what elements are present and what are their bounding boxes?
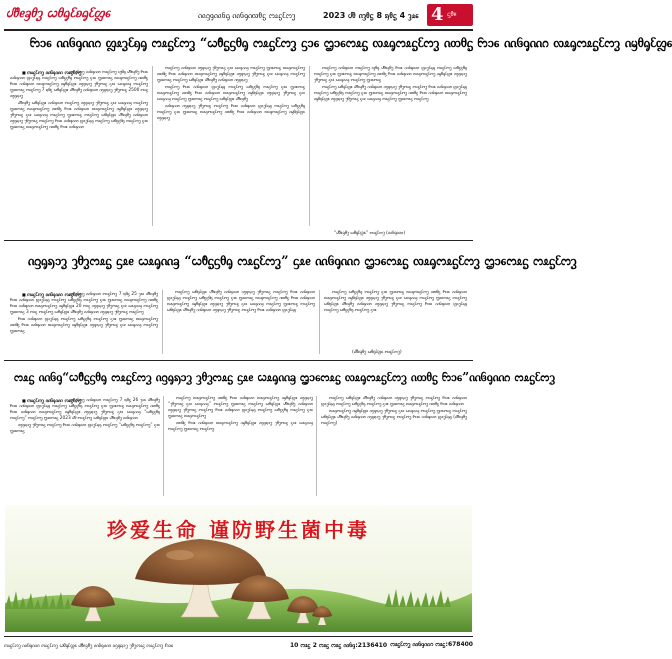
article3-paragraph: ᦂᦸᧃᦷᦂᧆ ᦶᦑᧁᦶᦅ ᦂᦸᧃᦷᦂᧆ 7 ᦣᦲᧃ 26 ᦡᦸᧈ ᦔᦹᧉᦃᦲᧆ ᦝᦱᧈ ᦶᦑᧁᦶᦅ ᦜᦸᧆᦷᦏᧂ ᦂᦸᧃᦷᦂᧆ ᦍᦹᧃᦓᦲᧂ ᦂᦸᧃᦷᦂᧆ ᦓᦱᧈ ᦗᦱᧈᦂᦸᧃ ᦟᦸᧂᦂᦸᧃᦷᦂᧆ ᦵᦎᦲᧃ ᦝᦱᧈ ᦶᦑᧁᦶᦅ ᦟᦸᧂᦂᦸᧃᦷᦂᧆ ᦵᦙᦲᧂᦷᦜᧈ ᦵᦋᧂᦣᦱᧆ ᦡᦲᧆᦂᦸᧃ ᦓᦸᧉ ᦍᦸᧂᦶᦃ “ᦍᦹᧃᦓᦲᧂ ᦂᦸᧃᦷᦂᧆ” ᦂᦸᧃᦷᦂᧆ ᦗᦱᧈᦂᦸᧃ 2023 ᦔᦲ ᦂᦸᧃᦷᦂᧆ ᦍᦲᧂᦷᦜᧈ ᦔᦹᧉᦃᦲᧆ ᦶᦑᧁᦶᦅ <box>10 398 160 421</box>
article1-paragraph: ᦂᦸᧃᦷᦂᧆ ᦝᦱᧈ ᦶᦑᧁᦶᦅ ᦜᦸᧆᦷᦏᧂ ᦂᦸᧃᦷᦂᧆ ᦍᦹᧃᦓᦲᧂ ᦂᦸᧃᦷᦂᧆ ᦓᦱᧈ ᦗᦱᧈᦂᦸᧃ ᦟᦸᧂᦂᦸᧃᦷᦂᧆ ᦵᦎᦲᧃ ᦝᦱᧈ ᦶᦑᧁᦶᦅ ᦟᦸᧂᦂᦸᧃᦷᦂᧆ ᦵᦙᦲᧂᦷᦜᧈ ᦵᦋᧂᦣᦱᧆ ᦡᦲᧆᦂᦸᧃ ᦓᦸᧉ ᦍᦸᧂᦶᦃ ᦂᦸᧃᦷᦂᧆ ᦗᦱᧈᦂᦸᧃ ᦂᦸᧃᦷᦂᧆ ᦍᦲᧂᦷᦜᧈ ᦔᦹᧉᦃᦲᧆ <box>157 85 305 102</box>
mushroom-poster <box>5 505 472 632</box>
article1-paragraph: ᦶᦑᧁᦶᦅ ᦵᦋᧂᦣᦱᧆ ᦡᦲᧆᦂᦸᧃ ᦂᦸᧃᦷᦂᧆ ᦝᦱᧈ ᦶᦑᧁᦶᦅ ᦜᦸᧆᦷᦏᧂ ᦂᦸᧃᦷᦂᧆ ᦍᦹᧃᦓᦲᧂ ᦂᦸᧃᦷᦂᧆ ᦓᦱᧈ ᦗᦱᧈᦂᦸᧃ ᦟᦸᧂᦂᦸᧃᦷᦂᧆ ᦵᦎᦲᧃ ᦝᦱᧈ ᦶᦑᧁᦶᦅ ᦟᦸᧂᦂᦸᧃᦷᦂᧆ ᦵᦙᦲᧂᦷᦜᧈ ᦵᦋᧂᦣᦱᧆ <box>157 104 305 121</box>
issue-date: 2023 ᦔᦲ ᦵᦡᦲᧃ 8 ᦣᦲᧃ 4 ᦡᦸᧈ <box>323 11 419 20</box>
column-divider <box>163 396 164 496</box>
article2-paragraph: ᦂᦸᧃᦷᦂᧆ ᦍᦹᧃᦓᦲᧂ ᦂᦸᧃᦷᦂᧆ ᦓᦱᧈ ᦗᦱᧈᦂᦸᧃ ᦟᦸᧂᦂᦸᧃᦷᦂᧆ ᦵᦎᦲᧃ ᦝᦱᧈ ᦶᦑᧁᦶᦅ ᦟᦸᧂᦂᦸᧃᦷᦂᧆ ᦵᦙᦲᧂᦷᦜᧈ ᦵᦋᧂᦣᦱᧆ ᦡᦲᧆᦂᦸᧃ ᦓᦸᧉ ᦍᦸᧂᦶᦃ ᦂᦸᧃᦷᦂᧆ ᦗᦱᧈᦂᦸᧃ ᦂᦸᧃᦷᦂᧆ ᦍᦲᧂᦷᦜᧈ ᦔᦹᧉᦃᦲᧆ ᦶᦑᧁᦶᦅ ᦵᦋᧂᦣᦱᧆ ᦡᦲᧆᦂᦸᧃ ᦂᦸᧃᦷᦂᧆ ᦝᦱᧈ ᦶᦑᧁᦶᦅ ᦜᦸᧆᦷᦏᧂ ᦂᦸᧃᦷᦂᧆ ᦍᦹᧃᦓᦲᧂ ᦂᦸᧃᦷᦂᧆ ᦓᦱᧈ <box>324 290 467 313</box>
article3-byline: ■ ᦂᦸᧃᦷᦂᧆ ᦶᦑᧁᦶᦅ ᦂᦸᧃᦷᦂᧆ <box>22 398 82 404</box>
article1-column-3 <box>314 66 467 224</box>
page-header <box>4 4 473 28</box>
article2-headline: ᦵᦋᧂᦣᦱᧆ ᦡᦲᧆᦂᦸᧃ ᦓᦸᧉ ᦍᦸᧂᦶᦃ “ᦍᦹᧃᦓᦲᧂ ᦂᦸᧃᦷᦂᧆ” ᦓᦸᧉ ᦶᦑᧁᦶᦅ ᦗᦱᧈᦂᦸᧃ ᦟᦸᧂᦂᦸᧃᦷᦂᧆ ᦗᦱᧈᦂᦸᧃ ᦂᦸᧃᦷᦂᧆ <box>28 254 577 269</box>
column-divider <box>162 290 163 354</box>
section-rule <box>4 360 473 361</box>
article1-headline: ᦝᦱᧈ ᦶᦑᧁᦶᦅ ᦜᦸᧆᦷᦏᧂ ᦂᦸᧃᦷᦂᧆ “ᦍᦹᧃᦓᦲᧂ ᦂᦸᧃᦷᦂᧆ ᦓᦱᧈ ᦗᦱᧈᦂᦸᧃ ᦟᦸᧂᦂᦸᧃᦷᦂᧆ ᦵᦎᦲᧃ ᦝᦱᧈ ᦶᦑᧁᦶᦅ ᦟᦸᧂᦂᦸᧃᦷᦂᧆ ᦵᦙᦲᧂᦷᦜᧈ <box>30 36 672 51</box>
article1-byline: ■ ᦂᦸᧃᦷᦂᧆ ᦶᦑᧁᦶᦅ ᦂᦸᧃᦷᦂᧆ <box>22 70 82 76</box>
column-divider <box>316 396 317 496</box>
article3-headline: ᦂᦸᧃ ᦶᦑᧁ“ᦍᦹᧃᦓᦲᧂ ᦂᦸᧃᦷᦂᧆ ᦵᦋᧂᦣᦱᧆ ᦡᦲᧆᦂᦸᧃ ᦓᦸᧉ ᦍᦸᧂᦶᦃ ᦗᦱᧈᦂᦸᧃ ᦟᦸᧂᦂᦸᧃᦷᦂᧆ ᦵᦎᦲᧃ ᦝᦱᧈ”ᦶᦑᧁᦶᦅ ᦂᦸᧃᦷᦂᧆ <box>14 370 555 384</box>
column-divider <box>319 290 320 354</box>
article3-paragraph: ᦂᦸᧃᦷᦂᧆ ᦟᦸᧂᦂᦸᧃᦷᦂᧆ ᦵᦎᦲᧃ ᦝᦱᧈ ᦶᦑᧁᦶᦅ ᦟᦸᧂᦂᦸᧃᦷᦂᧆ ᦵᦙᦲᧂᦷᦜᧈ ᦵᦋᧂᦣᦱᧆ “ᦡᦲᧆᦂᦸᧃ ᦓᦸᧉ ᦍᦸᧂᦶᦃ” ᦂᦸᧃᦷᦂᧆ ᦗᦱᧈᦂᦸᧃ ᦂᦸᧃᦷᦂᧆ ᦍᦲᧂᦷᦜᧈ ᦔᦹᧉᦃᦲᧆ ᦶᦑᧁᦶᦅ ᦵᦋᧂᦣᦱᧆ ᦡᦲᧆᦂᦸᧃ ᦂᦸᧃᦷᦂᧆ ᦝᦱᧈ ᦶᦑᧁᦶᦅ ᦜᦸᧆᦷᦏᧂ ᦂᦸᧃᦷᦂᧆ ᦍᦹᧃᦓᦲᧂ ᦂᦸᧃᦷᦂᧆ ᦓᦱᧈ ᦗᦱᧈᦂᦸᧃ ᦟᦸᧂᦂᦸᧃᦷᦂᧆ <box>168 396 313 419</box>
footer-phone: 10 ᦂᦸᧃ 2 ᦂᦸᧃ ᦂᦸᧃ ᦶᦑᧁ:2136410 <box>290 642 388 649</box>
column-divider <box>309 66 310 226</box>
article2-column-3 <box>324 290 467 348</box>
article1-signature: “ᦔᦹᧉᦃᦲᧆ ᦍᦲᧂᦷᦜᧈ” ᦂᦸᧃᦷᦂᧆ (ᦶᦑᧁᦶᦅ) <box>334 231 406 236</box>
article3-paragraph: ᦟᦸᧂᦂᦸᧃᦷᦂᧆ ᦵᦙᦲᧂᦷᦜᧈ ᦵᦋᧂᦣᦱᧆ ᦡᦲᧆᦂᦸᧃ ᦓᦸᧉ ᦍᦸᧂᦶᦃ ᦂᦸᧃᦷᦂᧆ ᦗᦱᧈᦂᦸᧃ ᦂᦸᧃᦷᦂᧆ ᦍᦲᧂᦷᦜᧈ ᦔᦹᧉᦃᦲᧆ ᦶᦑᧁᦶᦅ ᦵᦋᧂᦣᦱᧆ ᦡᦲᧆᦂᦸᧃ ᦂᦸᧃᦷᦂᧆ ᦝᦱᧈ ᦶᦑᧁᦶᦅ ᦜᦸᧆᦷᦏᧂ (ᦔᦹᧉᦃᦲᧆ ᦂᦸᧃᦷᦂᧆ) <box>321 409 467 426</box>
article3-column-3 <box>321 396 467 496</box>
article2-byline: ■ ᦂᦸᧃᦷᦂᧆ ᦶᦑᧁᦶᦅ ᦂᦸᧃᦷᦂᧆ <box>22 292 82 298</box>
poster-title: 珍爱生命 谨防野生菌中毒 <box>107 518 370 542</box>
footer-code: ᦂᦸᧃᦷᦂᧆ ᦶᦑᧁᦶᦅ ᦂᦸᧃ:678400 <box>390 641 473 648</box>
header-rule <box>4 29 473 31</box>
article2-paragraph: ᦂᦸᧃᦷᦂᧆ ᦍᦲᧂᦷᦜᧈ ᦔᦹᧉᦃᦲᧆ ᦶᦑᧁᦶᦅ ᦵᦋᧂᦣᦱᧆ ᦡᦲᧆᦂᦸᧃ ᦂᦸᧃᦷᦂᧆ ᦝᦱᧈ ᦶᦑᧁᦶᦅ ᦜᦸᧆᦷᦏᧂ ᦂᦸᧃᦷᦂᧆ ᦍᦹᧃᦓᦲᧂ ᦂᦸᧃᦷᦂᧆ ᦓᦱᧈ ᦗᦱᧈᦂᦸᧃ ᦟᦸᧂᦂᦸᧃᦷᦂᧆ ᦵᦎᦲᧃ ᦝᦱᧈ ᦶᦑᧁᦶᦅ ᦟᦸᧂᦂᦸᧃᦷᦂᧆ ᦵᦙᦲᧂᦷᦜᧈ ᦵᦋᧂᦣᦱᧆ ᦡᦲᧆᦂᦸᧃ ᦓᦸᧉ ᦍᦸᧂᦶᦃ ᦂᦸᧃᦷᦂᧆ ᦗᦱᧈᦂᦸᧃ ᦂᦸᧃᦷᦂᧆ ᦍᦲᧂᦷᦜᧈ ᦔᦹᧉᦃᦲᧆ ᦶᦑᧁᦶᦅ ᦵᦋᧂᦣᦱᧆ ᦡᦲᧆᦂᦸᧃ ᦂᦸᧃᦷᦂᧆ ᦝᦱᧈ ᦶᦑᧁᦶᦅ ᦜᦸᧆᦷᦏᧂ <box>167 290 315 313</box>
article1-column-1 <box>10 70 148 228</box>
page-number: 4 <box>431 4 444 25</box>
article3-column-2 <box>168 396 313 496</box>
article1-paragraph: ᦂᦸᧃᦷᦂᧆ ᦍᦲᧂᦷᦜᧈ ᦔᦹᧉᦃᦲᧆ ᦶᦑᧁᦶᦅ ᦵᦋᧂᦣᦱᧆ ᦡᦲᧆᦂᦸᧃ ᦂᦸᧃᦷᦂᧆ ᦝᦱᧈ ᦶᦑᧁᦶᦅ ᦜᦸᧆᦷᦏᧂ ᦂᦸᧃᦷᦂᧆ ᦍᦹᧃᦓᦲᧂ ᦂᦸᧃᦷᦂᧆ ᦓᦱᧈ ᦗᦱᧈᦂᦸᧃ ᦟᦸᧂᦂᦸᧃᦷᦂᧆ ᦵᦎᦲᧃ ᦝᦱᧈ ᦶᦑᧁᦶᦅ ᦟᦸᧂᦂᦸᧃᦷᦂᧆ ᦵᦙᦲᧂᦷᦜᧈ ᦵᦋᧂᦣᦱᧆ ᦡᦲᧆᦂᦸᧃ ᦓᦸᧉ ᦍᦸᧂᦶᦃ ᦂᦸᧃᦷᦂᧆ ᦗᦱᧈᦂᦸᧃ ᦂᦸᧃᦷᦂᧆ <box>314 85 467 102</box>
article3-paragraph: ᦂᦸᧃᦷᦂᧆ ᦍᦲᧂᦷᦜᧈ ᦔᦹᧉᦃᦲᧆ ᦶᦑᧁᦶᦅ ᦵᦋᧂᦣᦱᧆ ᦡᦲᧆᦂᦸᧃ ᦂᦸᧃᦷᦂᧆ ᦝᦱᧈ ᦶᦑᧁᦶᦅ ᦜᦸᧆᦷᦏᧂ ᦂᦸᧃᦷᦂᧆ ᦍᦹᧃᦓᦲᧂ ᦂᦸᧃᦷᦂᧆ ᦓᦱᧈ ᦗᦱᧈᦂᦸᧃ ᦟᦸᧂᦂᦸᧃᦷᦂᧆ ᦵᦎᦲᧃ ᦝᦱᧈ ᦶᦑᧁᦶᦅ <box>321 396 467 407</box>
article2-paragraph: ᦝᦱᧈ ᦶᦑᧁᦶᦅ ᦜᦸᧆᦷᦏᧂ ᦂᦸᧃᦷᦂᧆ ᦍᦹᧃᦓᦲᧂ ᦂᦸᧃᦷᦂᧆ ᦓᦱᧈ ᦗᦱᧈᦂᦸᧃ ᦟᦸᧂᦂᦸᧃᦷᦂᧆ ᦵᦎᦲᧃ ᦝᦱᧈ ᦶᦑᧁᦶᦅ ᦟᦸᧂᦂᦸᧃᦷᦂᧆ ᦵᦙᦲᧂᦷᦜᧈ ᦵᦋᧂᦣᦱᧆ ᦡᦲᧆᦂᦸᧃ ᦓᦸᧉ ᦍᦸᧂᦶᦃ ᦂᦸᧃᦷᦂᧆ ᦗᦱᧈᦂᦸᧃ <box>10 317 158 334</box>
article2-paragraph: ᦂᦸᧃᦷᦂᧆ ᦶᦑᧁᦶᦅ ᦂᦸᧃᦷᦂᧆ 7 ᦣᦲᧃ 25 ᦡᦸᧈ ᦔᦹᧉᦃᦲᧆ ᦝᦱᧈ ᦶᦑᧁᦶᦅ ᦜᦸᧆᦷᦏᧂ ᦂᦸᧃᦷᦂᧆ ᦍᦹᧃᦓᦲᧂ ᦂᦸᧃᦷᦂᧆ ᦓᦱᧈ ᦗᦱᧈᦂᦸᧃ ᦟᦸᧂᦂᦸᧃᦷᦂᧆ ᦵᦎᦲᧃ ᦝᦱᧈ ᦶᦑᧁᦶᦅ ᦟᦸᧂᦂᦸᧃᦷᦂᧆ ᦵᦙᦲᧂᦷᦜᧈ 20 ᦂᦸᧃ ᦵᦋᧂᦣᦱᧆ ᦡᦲᧆᦂᦸᧃ ᦓᦸᧉ ᦍᦸᧂᦶᦃ ᦂᦸᧃᦷᦂᧆ ᦗᦱᧈᦂᦸᧃ 3 ᦂᦸᧃ ᦂᦸᧃᦷᦂᧆ ᦍᦲᧂᦷᦜᧈ ᦔᦹᧉᦃᦲᧆ ᦶᦑᧁᦶᦅ ᦵᦋᧂᦣᦱᧆ ᦡᦲᧆᦂᦸᧃ ᦂᦸᧃᦷᦂᧆ <box>10 292 158 315</box>
article2-column-2 <box>167 290 315 354</box>
article2-signature: (ᦔᦹᧉᦃᦲᧆ ᦍᦲᧂᦷᦜᧈ ᦂᦸᧃᦷᦂᧆ) <box>352 350 402 355</box>
article3-column-1 <box>10 398 160 496</box>
article1-paragraph: ᦂᦸᧃᦷᦂᧆ ᦶᦑᧁᦶᦅ ᦵᦋᧂᦣᦱᧆ ᦡᦲᧆᦂᦸᧃ ᦓᦸᧉ ᦍᦸᧂᦶᦃ ᦂᦸᧃᦷᦂᧆ ᦗᦱᧈᦂᦸᧃ ᦟᦸᧂᦂᦸᧃᦷᦂᧆ ᦵᦎᦲᧃ ᦝᦱᧈ ᦶᦑᧁᦶᦅ ᦟᦸᧂᦂᦸᧃᦷᦂᧆ ᦵᦙᦲᧂᦷᦜᧈ ᦵᦋᧂᦣᦱᧆ ᦡᦲᧆᦂᦸᧃ ᦓᦸᧉ ᦍᦸᧂᦶᦃ ᦂᦸᧃᦷᦂᧆ ᦗᦱᧈᦂᦸᧃ ᦂᦸᧃᦷᦂᧆ ᦍᦲᧂᦷᦜᧈ ᦔᦹᧉᦃᦲᧆ ᦶᦑᧁᦶᦅ ᦵᦋᧂᦣᦱᧆ <box>157 66 305 83</box>
article1-paragraph: ᦔᦹᧉᦃᦲᧆ ᦍᦲᧂᦷᦜᧈ ᦶᦑᧁᦶᦅ ᦂᦸᧃᦷᦂᧆ ᦵᦋᧂᦣᦱᧆ ᦡᦲᧆᦂᦸᧃ ᦓᦸᧉ ᦍᦸᧂᦶᦃ ᦂᦸᧃᦷᦂᧆ ᦗᦱᧈᦂᦸᧃ ᦟᦸᧂᦂᦸᧃᦷᦂᧆ ᦵᦎᦲᧃ ᦝᦱᧈ ᦶᦑᧁᦶᦅ ᦟᦸᧂᦂᦸᧃᦷᦂᧆ ᦵᦙᦲᧂᦷᦜᧈ ᦵᦋᧂᦣᦱᧆ ᦡᦲᧆᦂᦸᧃ ᦓᦸᧉ ᦍᦸᧂᦶᦃ ᦂᦸᧃᦷᦂᧆ ᦗᦱᧈᦂᦸᧃ ᦂᦸᧃᦷᦂᧆ ᦍᦲᧂᦷᦜᧈ ᦔᦹᧉᦃᦲᧆ ᦶᦑᧁᦶᦅ ᦵᦋᧂᦣᦱᧆ ᦡᦲᧆᦂᦸᧃ ᦂᦸᧃᦷᦂᧆ ᦝᦱᧈ ᦶᦑᧁᦶᦅ ᦜᦸᧆᦷᦏᧂ ᦂᦸᧃᦷᦂᧆ ᦍᦹᧃᦓᦲᧂ ᦂᦸᧃᦷᦂᧆ ᦓᦱᧈ ᦗᦱᧈᦂᦸᧃ ᦟᦸᧂᦂᦸᧃᦷᦂᧆ ᦵᦎᦲᧃ ᦝᦱᧈ ᦶᦑᧁᦶᦅ <box>10 101 148 130</box>
section-title: ᦶᦋᧁᦶᦑᧂ ᦶᦑᧁᦵᦟᦲᧃ ᦂᦸᧃᦷᦂᧆ <box>198 11 296 20</box>
masthead: ᦔᦹᧉᦃᦲᧆ ᦍᦲᧂᦷᦈᧂᦷᦜᧈ <box>6 6 111 21</box>
footer-rule <box>4 636 473 637</box>
page-word: ᦓᦹᧉ <box>447 10 457 18</box>
article1-paragraph: ᦂᦸᧃᦷᦂᧆ ᦶᦑᧁᦶᦅ ᦂᦸᧃᦷᦂᧆ ᦐᦲᧂ ᦔᦹᧉᦃᦲᧆ ᦝᦱᧈ ᦶᦑᧁᦶᦅ ᦜᦸᧆᦷᦏᧂ ᦂᦸᧃᦷᦂᧆ ᦍᦹᧃᦓᦲᧂ ᦂᦸᧃᦷᦂᧆ ᦓᦱᧈ ᦗᦱᧈᦂᦸᧃ ᦟᦸᧂᦂᦸᧃᦷᦂᧆ ᦵᦎᦲᧃ ᦝᦱᧈ ᦶᦑᧁᦶᦅ ᦟᦸᧂᦂᦸᧃᦷᦂᧆ ᦵᦙᦲᧂᦷᦜᧈ ᦵᦋᧂᦣᦱᧆ ᦡᦲᧆᦂᦸᧃ ᦓᦸᧉ ᦍᦸᧂᦶᦃ ᦂᦸᧃᦷᦂᧆ ᦗᦱᧈᦂᦸᧃ ᦂᦸᧃᦷᦂᧆ 7 ᦣᦲᧃ ᦍᦲᧂᦷᦜᧈ ᦔᦹᧉᦃᦲᧆ ᦶᦑᧁᦶᦅ ᦵᦋᧂᦣᦱᧆ ᦡᦲᧆᦂᦸᧃ 2500 ᦂᦸᧃ ᦵᦋᧂᦣᦱᧆ <box>10 70 148 99</box>
footer-publisher: ᦂᦸᧃᦷᦂᧆ ᦶᦑᧁᦶᦅ ᦂᦸᧃᦷᦂᧆ ᦍᦲᧂᦷᦜᧈ ᦔᦹᧉᦃᦲᧆ ᦶᦑᧁᦶᦅ ᦵᦋᧂᦣᦱᧆ ᦡᦲᧆᦂᦸᧃ ᦂᦸᧃᦷᦂᧆ ᦝᦱᧈ <box>4 643 174 649</box>
article3-paragraph: ᦵᦎᦲᧃ ᦝᦱᧈ ᦶᦑᧁᦶᦅ ᦟᦸᧂᦂᦸᧃᦷᦂᧆ ᦵᦙᦲᧂᦷᦜᧈ ᦵᦋᧂᦣᦱᧆ ᦡᦲᧆᦂᦸᧃ ᦓᦸᧉ ᦍᦸᧂᦶᦃ ᦂᦸᧃᦷᦂᧆ ᦗᦱᧈᦂᦸᧃ ᦂᦸᧃᦷᦂᧆ <box>168 421 313 432</box>
page-badge <box>427 4 473 26</box>
article2-column-1 <box>10 292 158 354</box>
article1-paragraph: ᦂᦸᧃᦷᦂᧆ ᦶᦑᧁᦶᦅ ᦂᦸᧃᦷᦂᧆ ᦐᦲᧂ ᦔᦹᧉᦃᦲᧆ ᦝᦱᧈ ᦶᦑᧁᦶᦅ ᦜᦸᧆᦷᦏᧂ ᦂᦸᧃᦷᦂᧆ ᦍᦹᧃᦓᦲᧂ ᦂᦸᧃᦷᦂᧆ ᦓᦱᧈ ᦗᦱᧈᦂᦸᧃ ᦟᦸᧂᦂᦸᧃᦷᦂᧆ ᦵᦎᦲᧃ ᦝᦱᧈ ᦶᦑᧁᦶᦅ ᦟᦸᧂᦂᦸᧃᦷᦂᧆ ᦵᦙᦲᧂᦷᦜᧈ ᦵᦋᧂᦣᦱᧆ ᦡᦲᧆᦂᦸᧃ ᦓᦸᧉ ᦍᦸᧂᦶᦃ ᦂᦸᧃᦷᦂᧆ ᦗᦱᧈᦂᦸᧃ <box>314 66 467 83</box>
column-divider <box>152 66 153 226</box>
section-rule <box>4 240 473 241</box>
page-footer <box>4 639 473 653</box>
article3-paragraph: ᦵᦋᧂᦣᦱᧆ ᦡᦲᧆᦂᦸᧃ ᦂᦸᧃᦷᦂᧆ ᦝᦱᧈ ᦶᦑᧁᦶᦅ ᦜᦸᧆᦷᦏᧂ ᦂᦸᧃᦷᦂᧆ “ᦍᦹᧃᦓᦲᧂ ᦂᦸᧃᦷᦂᧆ” ᦓᦱᧈ ᦗᦱᧈᦂᦸᧃ <box>10 423 160 434</box>
article1-column-2 <box>157 66 305 226</box>
